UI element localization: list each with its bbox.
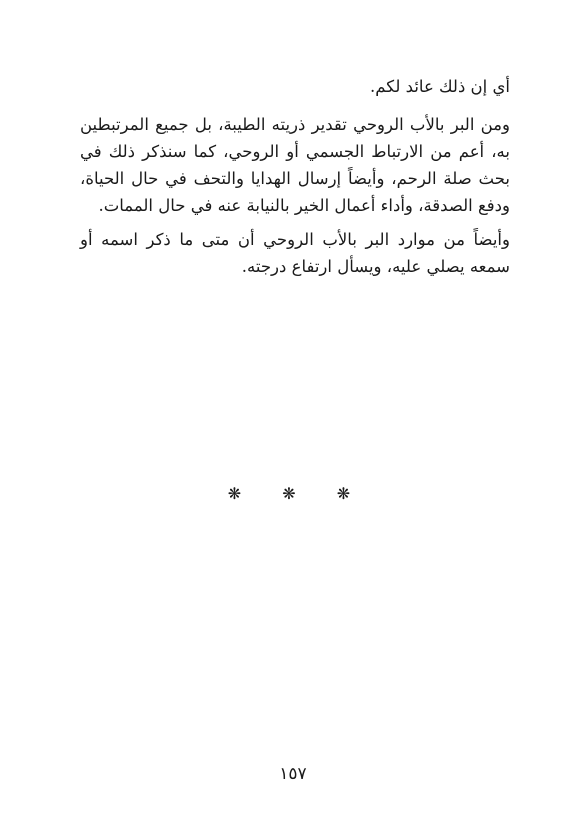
- paragraph-2-text: ومن البر بالأب الروحي تقدير ذريته الطيبة، بل جميع المرتبطين به، أعم من الارتباط الجسمي أو الروحي، كما سنذكر ذلك في بحث صلة الرحم، وأيضاً إرسال الهدايا والتحف في حال الحياة، ودفع الصدقة، وأداء أعمال الخير بالنيابة عنه في حال الممات.: [80, 115, 510, 215]
- section-separator: ❋ ❋ ❋: [227, 484, 369, 503]
- paragraph-1-text: أي إن ذلك عائد لكم.: [370, 77, 510, 96]
- paragraph-3: [80, 226, 510, 280]
- paragraph-1: [80, 73, 510, 100]
- paragraph-3-text: وأيضاً من موارد البر بالأب الروحي أن متى ما ذكر اسمه أو سمعه يصلي عليه، ويسأل ارتفاع درجته.: [80, 230, 510, 276]
- paragraph-2: [80, 111, 510, 219]
- page-number: ١٥٧: [279, 764, 307, 784]
